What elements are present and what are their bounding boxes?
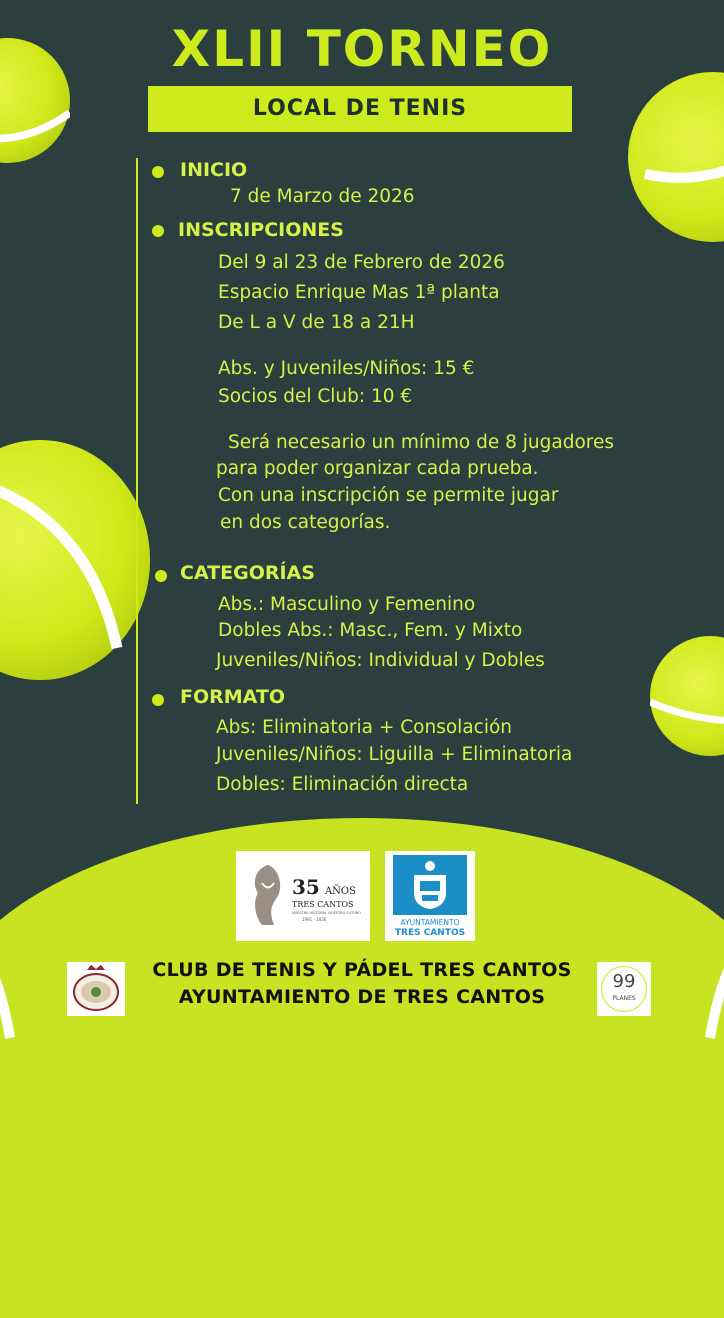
- ayuntamiento-line1: AYUNTAMIENTO: [400, 918, 460, 927]
- anniversary-number: 35: [292, 875, 320, 899]
- planes-word: PLANES: [612, 995, 636, 1002]
- inscripciones-line: Abs. y Juveniles/Niños: 15 €: [218, 358, 475, 379]
- inscripciones-line: en dos categorías.: [220, 512, 391, 533]
- page-title: XLII TORNEO: [171, 20, 553, 78]
- ayuntamiento-line2: TRES CANTOS: [394, 928, 466, 938]
- bullet-icon: [152, 225, 164, 237]
- inscripciones-line: Socios del Club: 10 €: [218, 386, 413, 407]
- coat-of-arms-icon: [408, 859, 452, 911]
- timeline-line: [136, 158, 138, 804]
- inicio-line: 7 de Marzo de 2026: [230, 186, 415, 207]
- inscripciones-line: Espacio Enrique Mas 1ª planta: [218, 282, 500, 303]
- formato-line: Abs: Eliminatoria + Consolación: [216, 717, 513, 738]
- formato-line: Juveniles/Niños: Liguilla + Eliminatoria: [216, 744, 573, 765]
- footer-ayuntamiento: AYUNTAMIENTO DE TRES CANTOS: [178, 986, 546, 1008]
- bullet-icon: [152, 166, 164, 178]
- footer-club: CLUB DE TENIS Y PÁDEL TRES CANTOS: [152, 959, 572, 981]
- tennis-ball-icon: [628, 72, 724, 242]
- categorias-line: Dobles Abs.: Masc., Fem. y Mixto: [218, 620, 523, 641]
- inscripciones-line: Será necesario un mínimo de 8 jugadores: [228, 432, 614, 453]
- inscripciones-line: Con una inscripción se permite jugar: [218, 485, 559, 506]
- bullet-icon: [152, 694, 164, 706]
- planes-number: 99: [612, 971, 636, 992]
- anniversary-years: 1991 - 2026: [302, 917, 327, 922]
- anniversary-place: TRES CANTOS: [292, 900, 354, 909]
- tennis-ball-icon: [650, 636, 724, 756]
- section-heading-inscripciones: INSCRIPCIONES: [178, 219, 344, 241]
- anniversary-tagline: NUESTRA HISTORIA, NUESTRO FUTURO: [292, 911, 361, 915]
- formato-line: Dobles: Eliminación directa: [216, 774, 469, 795]
- tennis-ball-icon: [0, 440, 150, 680]
- ayuntamiento-logo: [385, 851, 475, 941]
- categorias-line: Abs.: Masculino y Femenino: [218, 594, 476, 615]
- bullet-icon: [155, 570, 167, 582]
- page-subtitle: LOCAL DE TENIS: [148, 86, 572, 132]
- categorias-line: Juveniles/Niños: Individual y Dobles: [216, 650, 545, 671]
- anniversary-word: AÑOS: [324, 886, 356, 897]
- inscripciones-line: Del 9 al 23 de Febrero de 2026: [218, 252, 505, 273]
- inscripciones-line: De L a V de 18 a 21H: [218, 312, 415, 333]
- section-heading-categorias: CATEGORÍAS: [180, 562, 315, 584]
- section-heading-inicio: INICIO: [180, 159, 248, 181]
- sculpture-icon: [248, 863, 288, 933]
- inscripciones-line: para poder organizar cada prueba.: [216, 458, 539, 479]
- anniversary-logo: [236, 851, 370, 941]
- section-heading-formato: FORMATO: [180, 686, 286, 708]
